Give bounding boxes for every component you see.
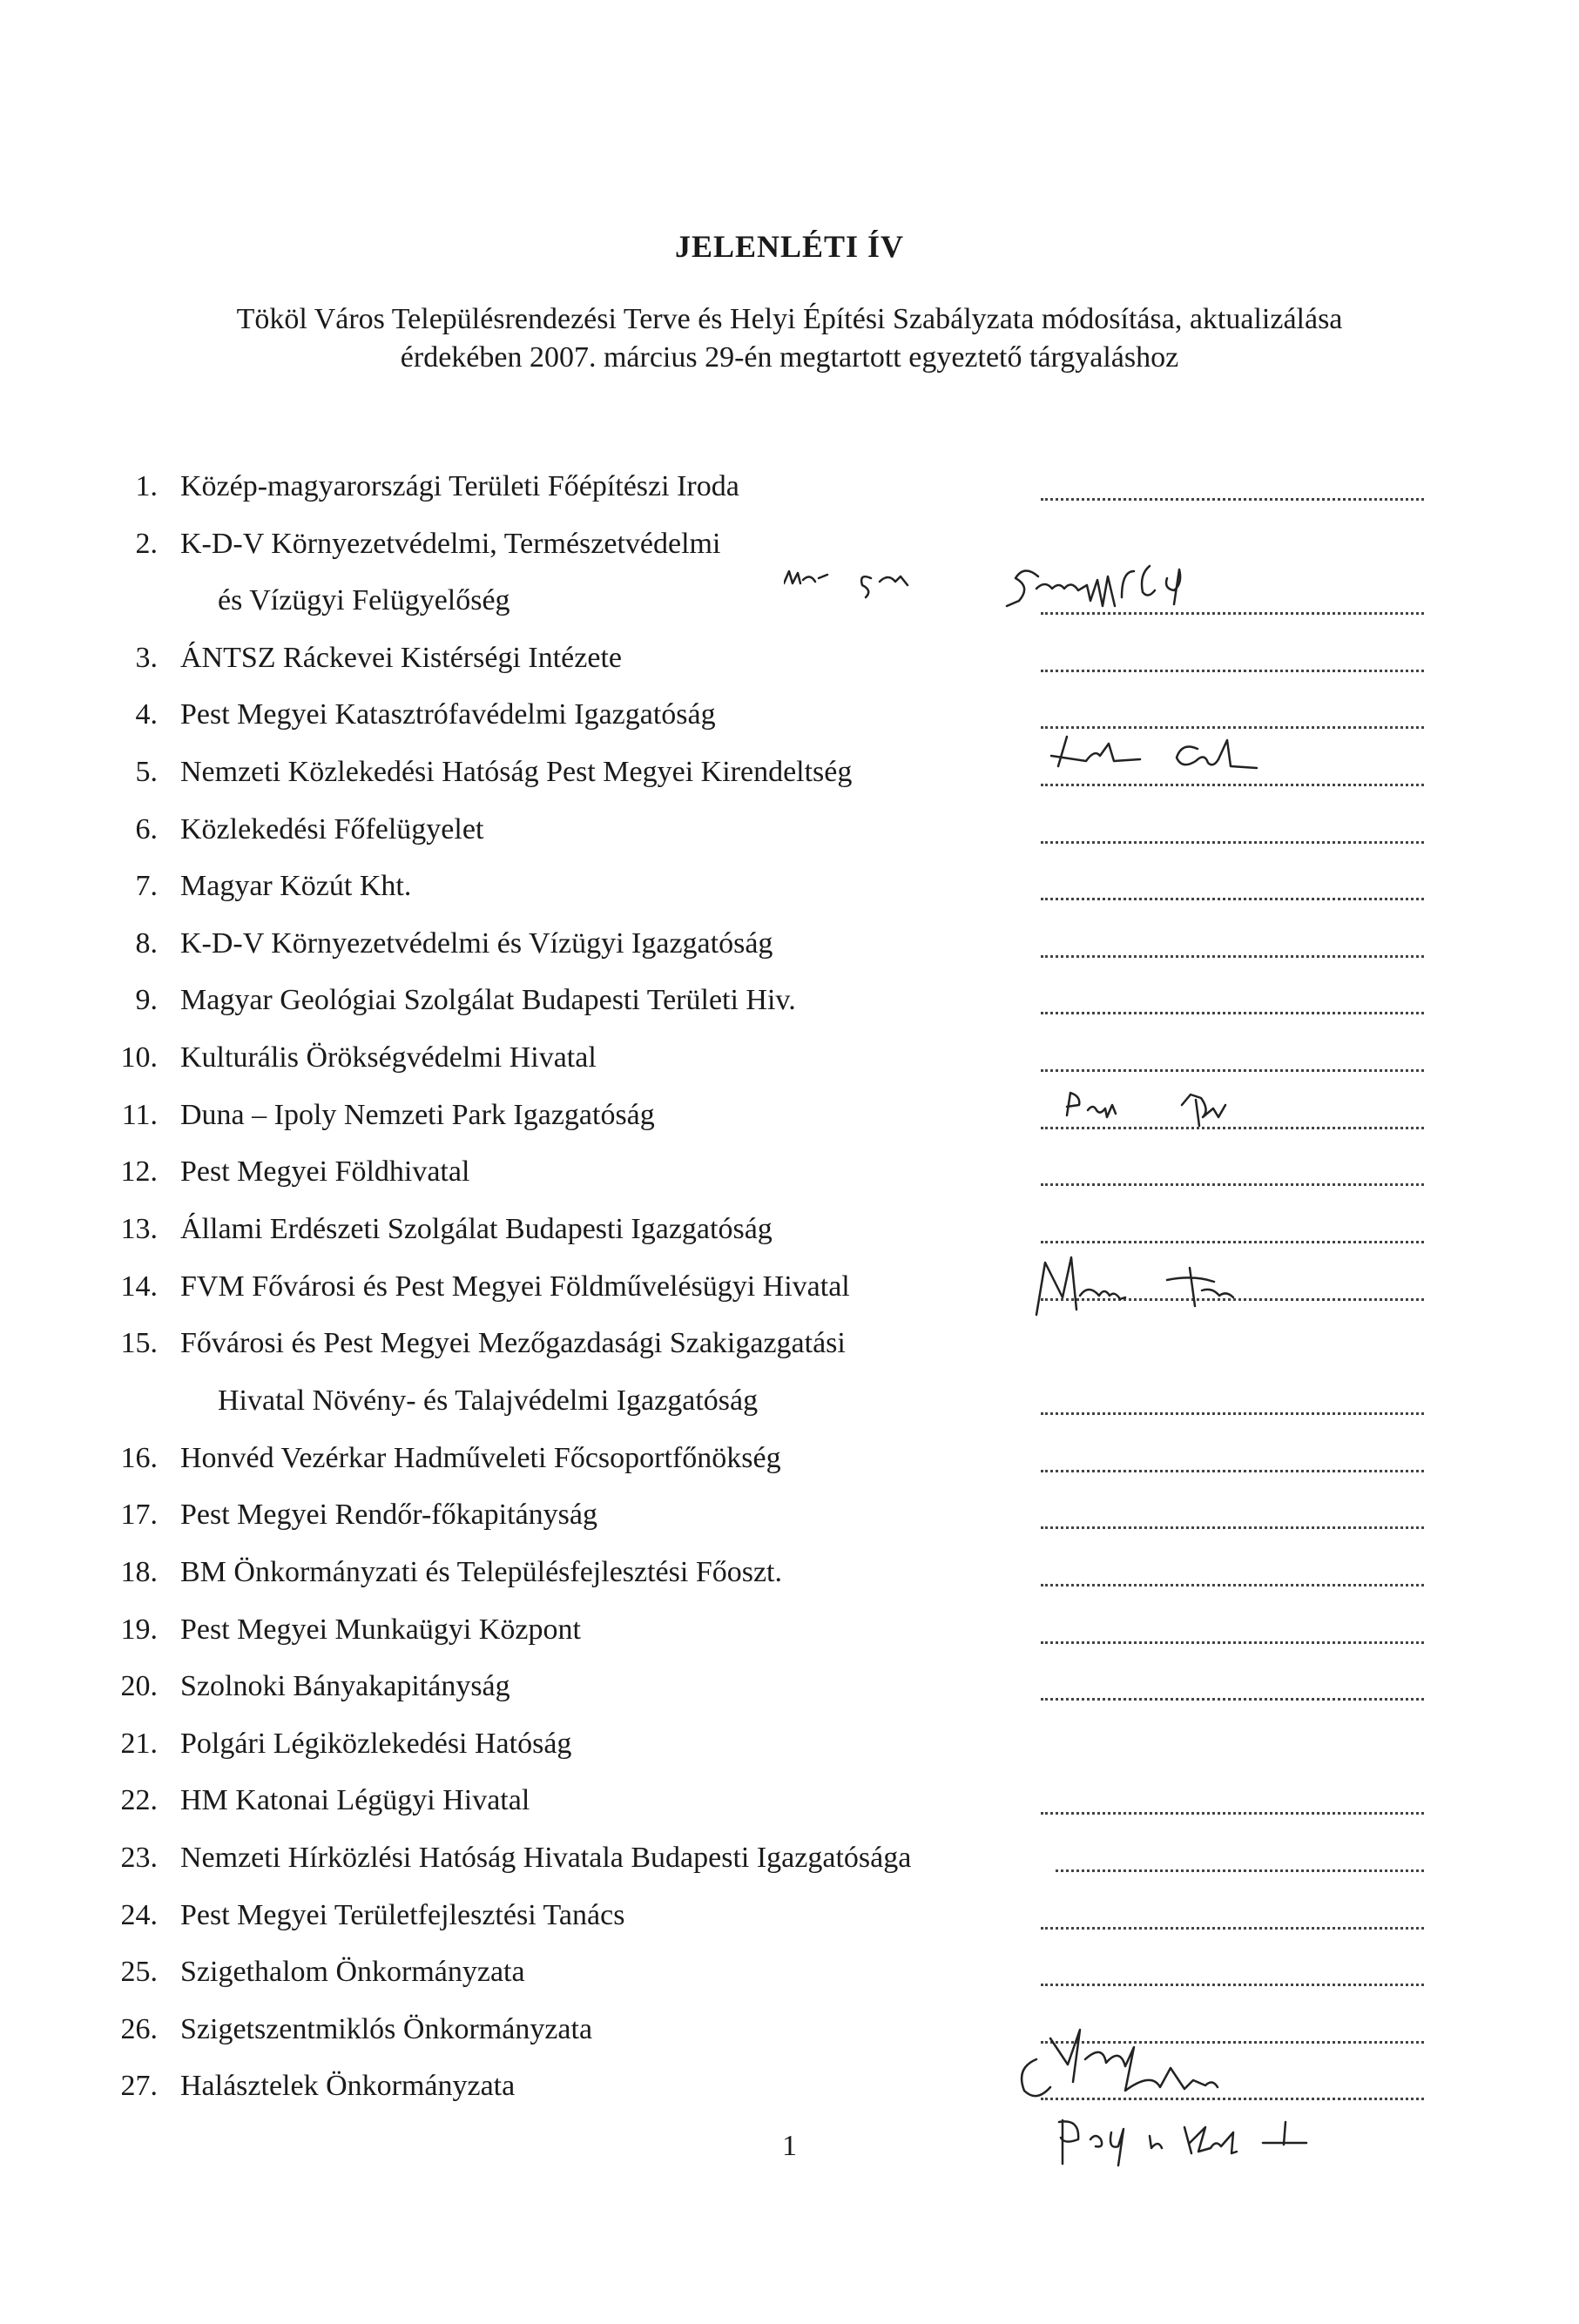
- list-item: [0, 2065, 1579, 2108]
- item-name: Pest Megyei Területfejlesztési Tanács: [180, 1899, 625, 1931]
- item-number: 3.: [135, 642, 158, 674]
- list-item-continuation: [0, 1379, 1579, 1423]
- signature-line: [1041, 1463, 1424, 1472]
- item-name: Polgári Légiközlekedési Hatóság: [180, 1728, 572, 1760]
- list-item: [0, 751, 1579, 794]
- item-number: 4.: [135, 698, 158, 731]
- item-name: Pest Megyei Földhivatal: [180, 1155, 470, 1188]
- list-item: [0, 1493, 1579, 1537]
- item-name: Fővárosi és Pest Megyei Mezőgazdasági Szakigazgatási: [180, 1327, 846, 1359]
- list-item: [0, 1950, 1579, 1994]
- list-item: [0, 865, 1579, 908]
- list-item: [0, 1265, 1579, 1309]
- signature-line: [1041, 1062, 1424, 1072]
- signature-line: [1041, 891, 1424, 900]
- item-number: 24.: [120, 1899, 158, 1931]
- item-number: 8.: [135, 927, 158, 960]
- item-number: 17.: [120, 1499, 158, 1531]
- item-number: 11.: [121, 1099, 158, 1131]
- signature-line: [1041, 1291, 1424, 1301]
- list-item: [0, 1608, 1579, 1652]
- subtitle-line-2: érdekében 2007. március 29-én megtartott egyeztető tárgyaláshoz: [400, 341, 1179, 374]
- signature-line: [1041, 1577, 1424, 1586]
- item-number: 6.: [135, 813, 158, 845]
- signature-line: [1041, 1977, 1424, 1986]
- item-name: Honvéd Vezérkar Hadműveleti Főcsoportfőnökség: [180, 1442, 781, 1474]
- signature-line: [1041, 1634, 1424, 1644]
- list-item: [0, 1322, 1579, 1365]
- item-number: 16.: [120, 1442, 158, 1474]
- signature-line: [1041, 1120, 1424, 1129]
- item-number: 20.: [120, 1670, 158, 1702]
- item-name: Pest Megyei Rendőr-főkapitányság: [180, 1499, 597, 1531]
- signature-line: [1041, 1405, 1424, 1415]
- item-number: 22.: [120, 1784, 158, 1816]
- signature-line: [1041, 663, 1424, 672]
- signature-line: [1041, 1176, 1424, 1186]
- item-number: 15.: [120, 1327, 158, 1359]
- item-number: 27.: [120, 2070, 158, 2102]
- item-name: Állami Erdészeti Szolgálat Budapesti Igazgatóság: [180, 1213, 773, 1245]
- item-name: Szigethalom Önkormányzata: [180, 1956, 525, 1988]
- signature-line: [1041, 491, 1424, 501]
- item-name-continued: és Vízügyi Felügyelőség: [218, 584, 510, 616]
- list-item: [0, 808, 1579, 852]
- item-number: 19.: [120, 1613, 158, 1646]
- item-number: 21.: [120, 1728, 158, 1760]
- list-item: [0, 693, 1579, 737]
- item-number: 12.: [120, 1155, 158, 1188]
- item-name: Kulturális Örökségvédelmi Hivatal: [180, 1041, 597, 1074]
- item-name: Pest Megyei Munkaügyi Központ: [180, 1613, 581, 1646]
- page-number: 1: [782, 2130, 797, 2162]
- list-item: [0, 2008, 1579, 2051]
- signature-line: [1041, 948, 1424, 958]
- signature-line: [1041, 605, 1424, 615]
- list-item: [0, 1836, 1579, 1880]
- page-title: JELENLÉTI ÍV: [674, 229, 905, 264]
- item-name: Szigetszentmiklós Önkormányzata: [180, 2013, 593, 2045]
- item-name: K-D-V Környezetvédelmi és Vízügyi Igazgatóság: [180, 927, 773, 960]
- item-name: HM Katonai Légügyi Hivatal: [180, 1784, 530, 1816]
- list-item: [0, 1036, 1579, 1080]
- list-item: [0, 1150, 1579, 1194]
- item-name: FVM Fővárosi és Pest Megyei Földművelésügyi Hivatal: [180, 1270, 850, 1303]
- item-name: Nemzeti Hírközlési Hatóság Hivatala Budapesti Igazgatósága: [180, 1842, 912, 1874]
- item-number: 1.: [135, 470, 158, 502]
- item-number: 26.: [120, 2013, 158, 2045]
- item-name: BM Önkormányzati és Településfejlesztési Főoszt.: [180, 1556, 783, 1588]
- item-name: Szolnoki Bányakapitányság: [180, 1670, 510, 1702]
- item-number: 18.: [120, 1556, 158, 1588]
- item-name: Magyar Közút Kht.: [180, 870, 412, 902]
- item-number: 2.: [135, 528, 158, 560]
- item-name: Duna – Ipoly Nemzeti Park Igazgatóság: [180, 1099, 655, 1131]
- signature-line: [1041, 2091, 1424, 2100]
- list-item: [0, 1665, 1579, 1708]
- subtitle-line-1: Tököl Város Településrendezési Terve és Helyi Építési Szabályzata módosítása, aktualizálása: [236, 303, 1343, 335]
- item-number: 5.: [135, 756, 158, 788]
- item-number: 7.: [135, 870, 158, 902]
- item-name: Halásztelek Önkormányzata: [180, 2070, 516, 2102]
- signature-line: [1056, 1863, 1424, 1872]
- signature-line: [1041, 2034, 1424, 2044]
- list-item: [0, 1437, 1579, 1480]
- item-name: Nemzeti Közlekedési Hatóság Pest Megyei Kirendeltség: [180, 756, 853, 788]
- signature-line: [1041, 719, 1424, 729]
- signature-line: [1041, 1234, 1424, 1243]
- signature-line: [1041, 1805, 1424, 1815]
- list-item: [0, 1722, 1579, 1766]
- item-name-continued: Hivatal Növény- és Talajvédelmi Igazgatóság: [218, 1384, 759, 1417]
- signature-line: [1041, 777, 1424, 786]
- list-item: [0, 1208, 1579, 1251]
- item-number: 25.: [120, 1956, 158, 1988]
- item-name: K-D-V Környezetvédelmi, Természetvédelmi: [180, 528, 721, 560]
- list-item: [0, 465, 1579, 509]
- list-item-continuation: [0, 579, 1579, 623]
- signature-line: [1041, 834, 1424, 844]
- signature-line: [1041, 1005, 1424, 1014]
- signature-line: [1041, 1920, 1424, 1930]
- item-name: Közlekedési Főfelügyelet: [180, 813, 484, 845]
- list-item: [0, 979, 1579, 1022]
- signature-line: [1041, 1519, 1424, 1529]
- item-number: 23.: [120, 1842, 158, 1874]
- list-item: [0, 1894, 1579, 1937]
- item-number: 9.: [135, 984, 158, 1016]
- item-name: Közép-magyarországi Területi Főépítészi Iroda: [180, 470, 739, 502]
- signature-line: [1041, 1691, 1424, 1701]
- list-item: [0, 1779, 1579, 1822]
- list-item: [0, 637, 1579, 680]
- subtitle: [0, 300, 1579, 377]
- list-item: [0, 522, 1579, 566]
- item-name: Pest Megyei Katasztrófavédelmi Igazgatóság: [180, 698, 716, 731]
- list-item: [0, 922, 1579, 966]
- item-number: 10.: [120, 1041, 158, 1074]
- list-item: [0, 1551, 1579, 1594]
- item-number: 13.: [120, 1213, 158, 1245]
- item-name: ÁNTSZ Ráckevei Kistérségi Intézete: [180, 642, 622, 674]
- list-item: [0, 1094, 1579, 1137]
- item-name: Magyar Geológiai Szolgálat Budapesti Területi Hiv.: [180, 984, 796, 1016]
- item-number: 14.: [120, 1270, 158, 1303]
